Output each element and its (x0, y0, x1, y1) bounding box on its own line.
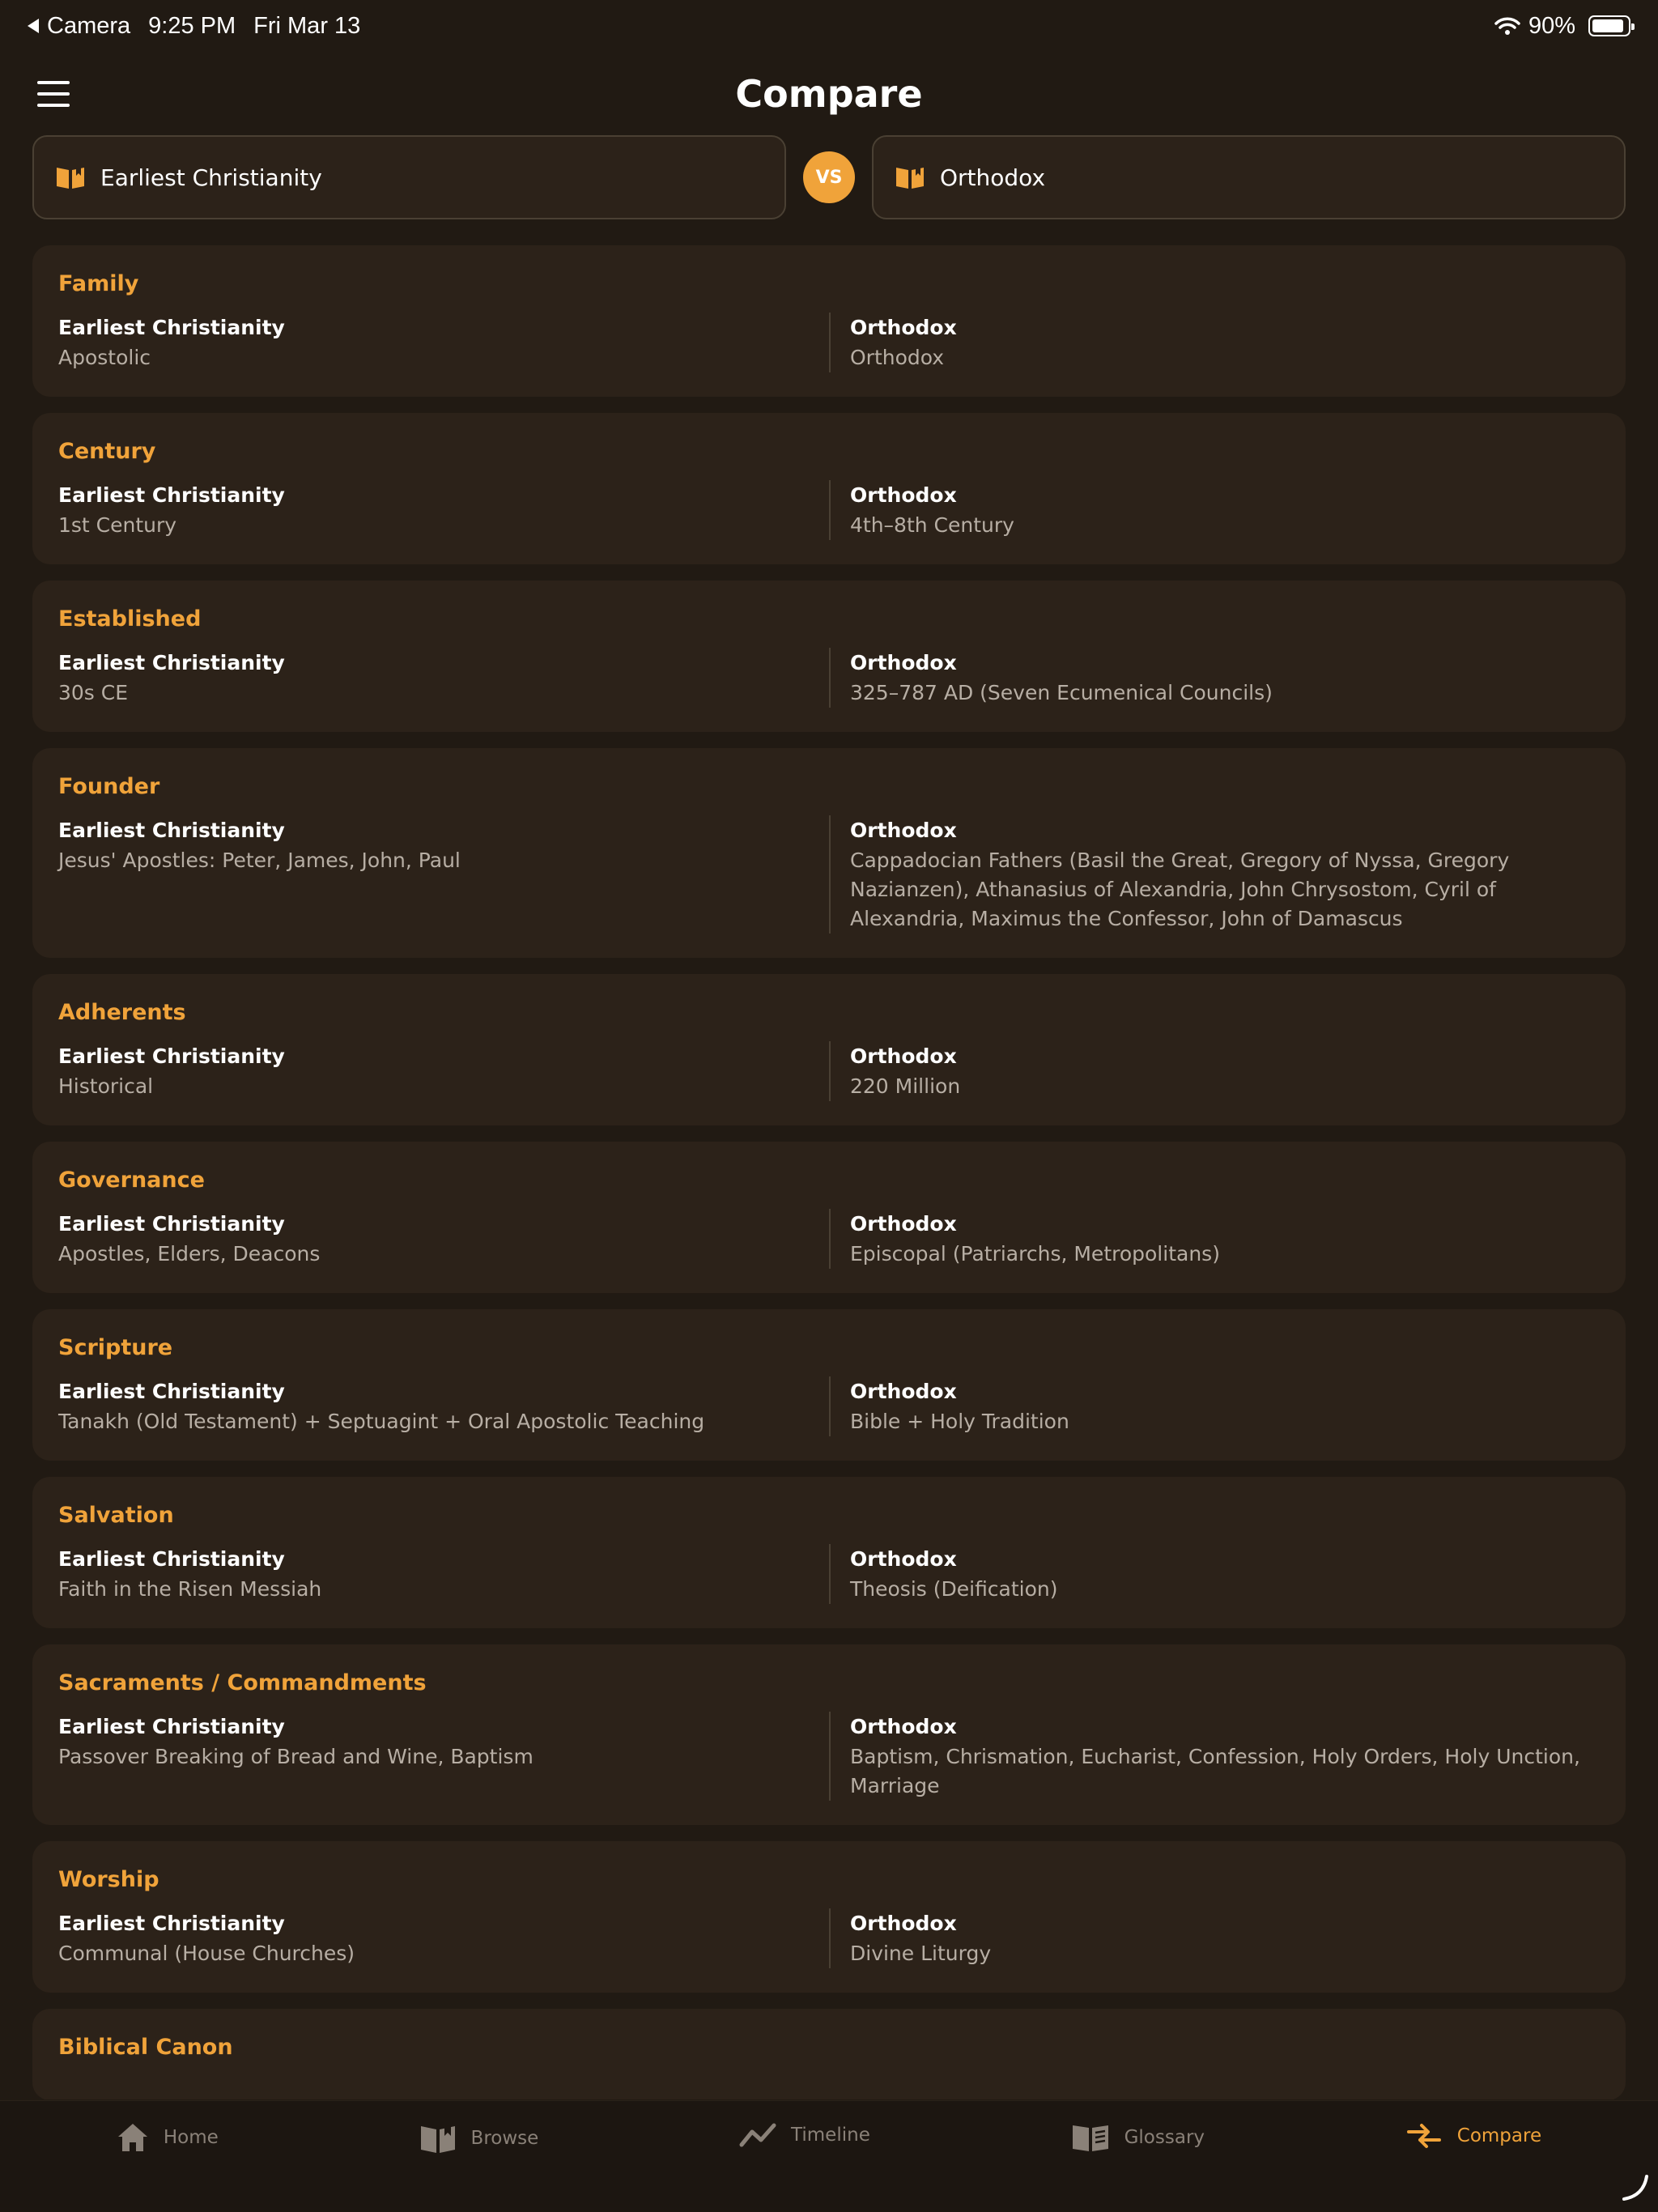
tab-label: Browse (470, 2128, 539, 2149)
comparison-card (32, 974, 1626, 1125)
category-title: Founder (58, 774, 160, 799)
left-name: Earliest Christianity (58, 316, 285, 339)
left-value: Communal (House Churches) (58, 1942, 355, 1965)
category-title: Worship (58, 1867, 159, 1892)
right-value: Cappadocian Fathers (Basil the Great, Gregory of Nyssa, Gregory Nazianzen), Athanasius of Alexandria, John Chrysostom, Cyril of Alexandria, Maximus the Confessor, John of Damascus (850, 849, 1510, 930)
right-tradition-label: Orthodox (940, 164, 1046, 191)
left-value: Tanakh (Old Testament) + Septuagint + Oral Apostolic Teaching (58, 1410, 705, 1433)
hamburger-menu-icon[interactable] (37, 81, 70, 107)
tab-label: Compare (1456, 2125, 1542, 2146)
right-name: Orthodox (850, 1044, 957, 1068)
category-title: Century (58, 439, 156, 464)
right-value: Episcopal (Patriarchs, Metropolitans) (850, 1242, 1220, 1266)
category-title: Biblical Canon (58, 2035, 233, 2060)
glossary-icon (1071, 2122, 1110, 2153)
right-name: Orthodox (850, 316, 957, 339)
left-name: Earliest Christianity (58, 1547, 285, 1571)
left-value: 30s CE (58, 681, 129, 704)
left-value: Apostles, Elders, Deacons (58, 1242, 321, 1266)
header (0, 63, 1658, 125)
category-title: Governance (58, 1168, 205, 1193)
comparison-card (32, 748, 1626, 958)
battery-percent: 90% (1528, 12, 1575, 39)
right-name: Orthodox (850, 1380, 957, 1403)
right-value: Bible + Holy Tradition (850, 1410, 1069, 1433)
battery-icon (1588, 15, 1630, 36)
tab-compare[interactable] (1405, 2122, 1541, 2150)
right-name: Orthodox (850, 1912, 957, 1935)
battery-level (1592, 19, 1623, 32)
status-time: 9:25 PM (148, 12, 236, 39)
status-date: Fri Mar 13 (253, 12, 361, 39)
left-value: Jesus' Apostles: Peter, James, John, Paul (58, 849, 461, 872)
right-value: Theosis (Deification) (850, 1577, 1058, 1601)
comparison-card (32, 1142, 1626, 1293)
wifi-icon (1494, 16, 1520, 36)
comparison-card (32, 1841, 1626, 1993)
back-to-app[interactable] (26, 13, 130, 40)
right-value: Baptism, Chrismation, Eucharist, Confession, Holy Orders, Holy Unction, Marriage (850, 1745, 1580, 1797)
tab-browse[interactable] (419, 2122, 539, 2155)
left-name: Earliest Christianity (58, 1715, 285, 1738)
category-title: Adherents (58, 1000, 186, 1025)
tab-timeline[interactable] (739, 2122, 870, 2148)
left-value: Passover Breaking of Bread and Wine, Baptism (58, 1745, 534, 1768)
left-value: Apostolic (58, 346, 151, 369)
tab-label: Glossary (1124, 2127, 1205, 2148)
comparison-card (32, 1477, 1626, 1628)
right-value: 325–787 AD (Seven Ecumenical Councils) (850, 681, 1273, 704)
vs-badge: VS (803, 151, 855, 203)
comparison-card (32, 413, 1626, 564)
comparison-selectors (32, 135, 1626, 219)
category-title: Scripture (58, 1335, 173, 1360)
compare-icon (1405, 2122, 1443, 2150)
right-name: Orthodox (850, 1547, 957, 1571)
tab-bar (0, 2100, 1658, 2212)
comparison-card (32, 1309, 1626, 1461)
right-value: Orthodox (850, 346, 945, 369)
comparison-list[interactable] (32, 245, 1626, 2099)
right-name: Orthodox (850, 651, 957, 674)
right-value: Divine Liturgy (850, 1942, 992, 1965)
right-name: Orthodox (850, 819, 957, 842)
timeline-icon (739, 2122, 776, 2148)
status-bar (0, 0, 1658, 52)
back-arrow-icon (26, 18, 40, 34)
comparison-card (32, 245, 1626, 397)
comparison-card (32, 2009, 1626, 2099)
left-name: Earliest Christianity (58, 1212, 285, 1236)
book-icon (419, 2122, 457, 2155)
back-app-label: Camera (47, 12, 131, 39)
comparison-card (32, 1644, 1626, 1825)
left-value: 1st Century (58, 513, 177, 537)
category-title: Sacraments / Commandments (58, 1670, 427, 1695)
left-value: Faith in the Risen Messiah (58, 1577, 322, 1601)
book-icon (55, 164, 86, 190)
category-title: Family (58, 271, 139, 296)
tab-label: Timeline (791, 2125, 870, 2146)
right-name: Orthodox (850, 1212, 957, 1236)
tab-label: Home (163, 2127, 219, 2148)
right-value: 220 Million (850, 1074, 961, 1098)
tab-home[interactable] (117, 2122, 219, 2153)
left-tradition-selector[interactable] (32, 135, 786, 219)
home-icon (117, 2122, 149, 2153)
page-title: Compare (735, 72, 923, 116)
left-tradition-label: Earliest Christianity (100, 164, 322, 191)
resize-corner-icon (1619, 2172, 1652, 2204)
comparison-card (32, 581, 1626, 732)
left-value: Historical (58, 1074, 154, 1098)
right-name: Orthodox (850, 1715, 957, 1738)
right-tradition-selector[interactable] (872, 135, 1626, 219)
right-name: Orthodox (850, 483, 957, 507)
tab-glossary[interactable] (1071, 2122, 1205, 2153)
left-name: Earliest Christianity (58, 1044, 285, 1068)
right-value: 4th–8th Century (850, 513, 1014, 537)
left-name: Earliest Christianity (58, 483, 285, 507)
left-name: Earliest Christianity (58, 651, 285, 674)
left-name: Earliest Christianity (58, 1380, 285, 1403)
left-name: Earliest Christianity (58, 1912, 285, 1935)
book-icon (895, 164, 925, 190)
category-title: Established (58, 606, 202, 632)
category-title: Salvation (58, 1503, 174, 1528)
left-name: Earliest Christianity (58, 819, 285, 842)
